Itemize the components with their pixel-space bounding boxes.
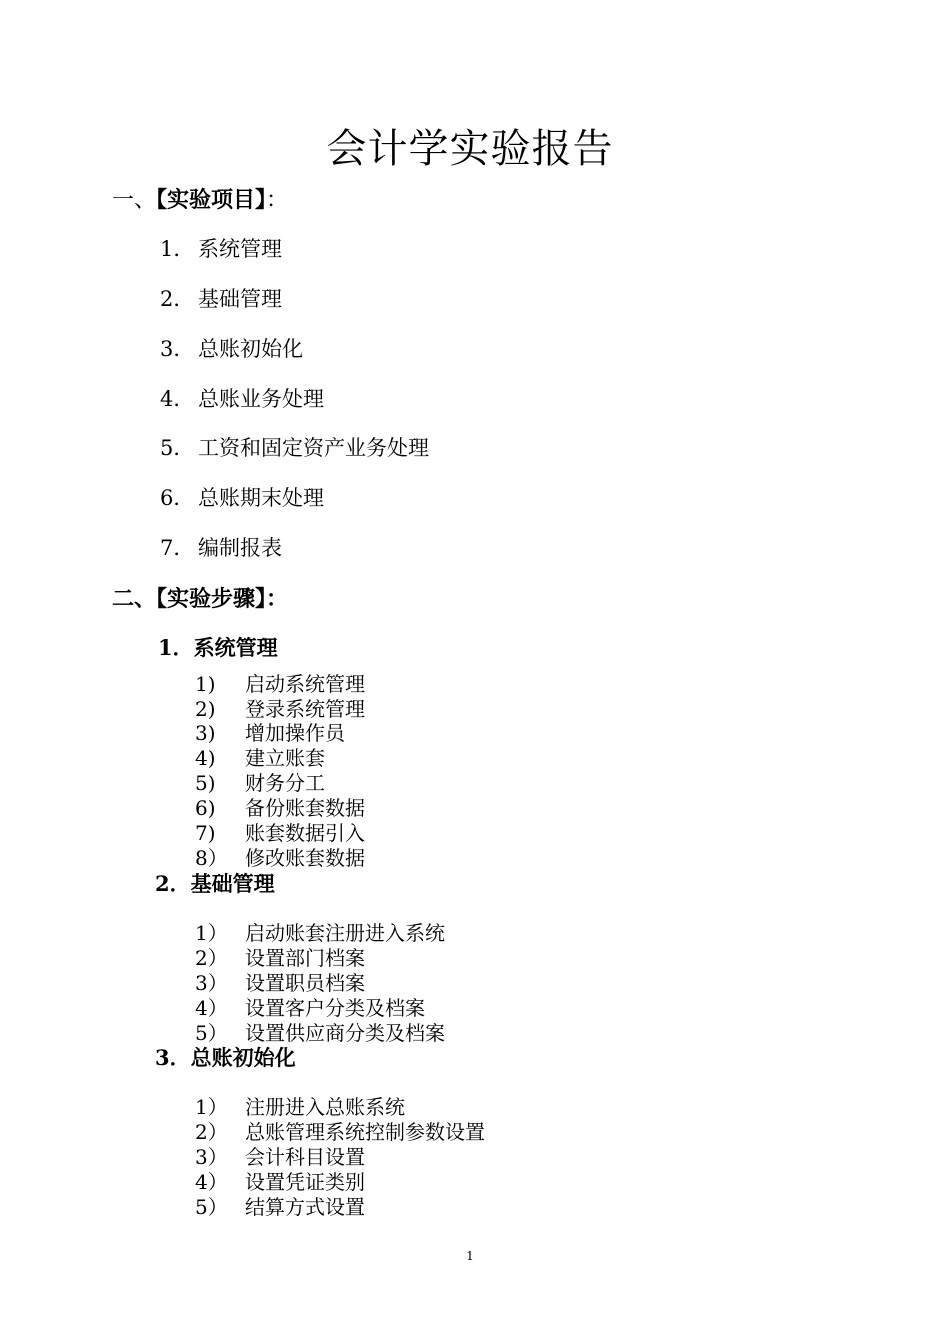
step-text: 修改账套数据 <box>245 846 365 870</box>
item-number: 2． <box>160 287 195 311</box>
step-text: 启动账套注册进入系统 <box>245 921 445 945</box>
item-number: 6． <box>160 486 195 510</box>
step-number: 2） <box>195 1120 228 1144</box>
section-suffix: ： <box>266 188 289 213</box>
section-prefix: 二、 <box>112 587 157 612</box>
step-text: 设置部门档案 <box>245 946 365 970</box>
section-heading-experiment-steps <box>112 585 288 615</box>
step-number: 4) <box>195 746 216 770</box>
step-text: 注册进入总账系统 <box>245 1095 405 1119</box>
item-text: 系统管理 <box>198 237 282 261</box>
item-text: 编制报表 <box>198 536 282 560</box>
item-number: 5． <box>160 436 195 460</box>
step-text: 会计科目设置 <box>245 1145 365 1169</box>
step-item <box>195 672 365 697</box>
item-text: 总账期末处理 <box>198 486 324 510</box>
step-item <box>195 1120 485 1145</box>
section-label: 【实验项目】 <box>156 188 267 213</box>
step-number: 5） <box>195 1195 228 1219</box>
step-number: 5) <box>195 771 216 795</box>
step-text: 启动系统管理 <box>245 672 365 696</box>
list-item <box>160 334 303 364</box>
step-number: 5） <box>195 1021 228 1045</box>
step-number: 3) <box>195 721 216 745</box>
subsection-number: 2． <box>155 871 191 896</box>
item-number: 7． <box>160 536 195 560</box>
section-heading-experiment-items <box>112 186 288 216</box>
item-text: 基础管理 <box>198 287 282 311</box>
subsection-title: 系统管理 <box>193 636 278 660</box>
section-label: 【实验步骤】 <box>156 587 267 612</box>
step-item <box>195 1145 365 1170</box>
step-number: 4） <box>195 1170 228 1194</box>
section-prefix: 一、 <box>112 188 157 213</box>
item-text: 总账业务处理 <box>198 387 324 411</box>
step-text: 建立账套 <box>245 746 325 770</box>
step-item <box>195 697 365 722</box>
step-item <box>195 946 365 971</box>
list-item <box>160 533 282 563</box>
step-item <box>195 971 365 996</box>
step-text: 备份账套数据 <box>245 796 365 820</box>
step-text: 设置客户分类及档案 <box>245 996 425 1020</box>
step-text: 设置凭证类别 <box>245 1170 365 1194</box>
subsection-heading <box>155 1044 296 1072</box>
subsection-heading <box>158 634 278 662</box>
step-number: 2） <box>195 946 228 970</box>
step-text: 结算方式设置 <box>245 1195 365 1219</box>
item-number: 1． <box>160 237 195 261</box>
step-item <box>195 996 425 1021</box>
step-number: 1） <box>195 921 228 945</box>
step-number: 8） <box>195 846 228 870</box>
step-number: 1） <box>195 1095 228 1119</box>
step-number: 4） <box>195 996 228 1020</box>
step-item <box>195 1095 405 1120</box>
subsection-title: 基础管理 <box>190 872 275 896</box>
section-suffix: ： <box>266 587 289 612</box>
step-item <box>195 1170 365 1195</box>
step-number: 7) <box>195 821 216 845</box>
step-item <box>195 771 325 796</box>
step-text: 总账管理系统控制参数设置 <box>245 1120 485 1144</box>
item-text: 工资和固定资产业务处理 <box>198 436 429 460</box>
subsection-heading <box>155 870 275 898</box>
subsection-title: 总账初始化 <box>190 1046 296 1070</box>
step-item <box>195 721 345 746</box>
subsection-number: 1． <box>158 635 194 660</box>
page-title: 会计学实验报告 <box>326 126 614 172</box>
page-number: 1 <box>466 1249 474 1263</box>
step-text: 账套数据引入 <box>245 821 365 845</box>
step-item <box>195 1195 365 1220</box>
step-number: 6) <box>195 796 216 820</box>
subsection-number: 3． <box>155 1045 191 1070</box>
step-text: 设置供应商分类及档案 <box>245 1021 445 1045</box>
step-text: 登录系统管理 <box>245 697 365 721</box>
item-number: 4． <box>160 387 195 411</box>
step-item <box>195 821 365 846</box>
step-item <box>195 846 365 871</box>
item-text: 总账初始化 <box>198 337 303 361</box>
step-text: 财务分工 <box>245 771 325 795</box>
list-item <box>160 284 282 314</box>
list-item <box>160 433 429 463</box>
list-item <box>160 483 324 513</box>
step-item <box>195 1021 445 1046</box>
item-number: 3． <box>160 337 195 361</box>
step-number: 2) <box>195 697 216 721</box>
step-number: 3） <box>195 971 228 995</box>
step-text: 设置职员档案 <box>245 971 365 995</box>
step-number: 1) <box>195 672 216 696</box>
list-item <box>160 384 324 414</box>
step-text: 增加操作员 <box>245 721 345 745</box>
list-item <box>160 234 282 264</box>
step-item <box>195 921 445 946</box>
step-item <box>195 746 325 771</box>
step-item <box>195 796 365 821</box>
step-number: 3） <box>195 1145 228 1169</box>
